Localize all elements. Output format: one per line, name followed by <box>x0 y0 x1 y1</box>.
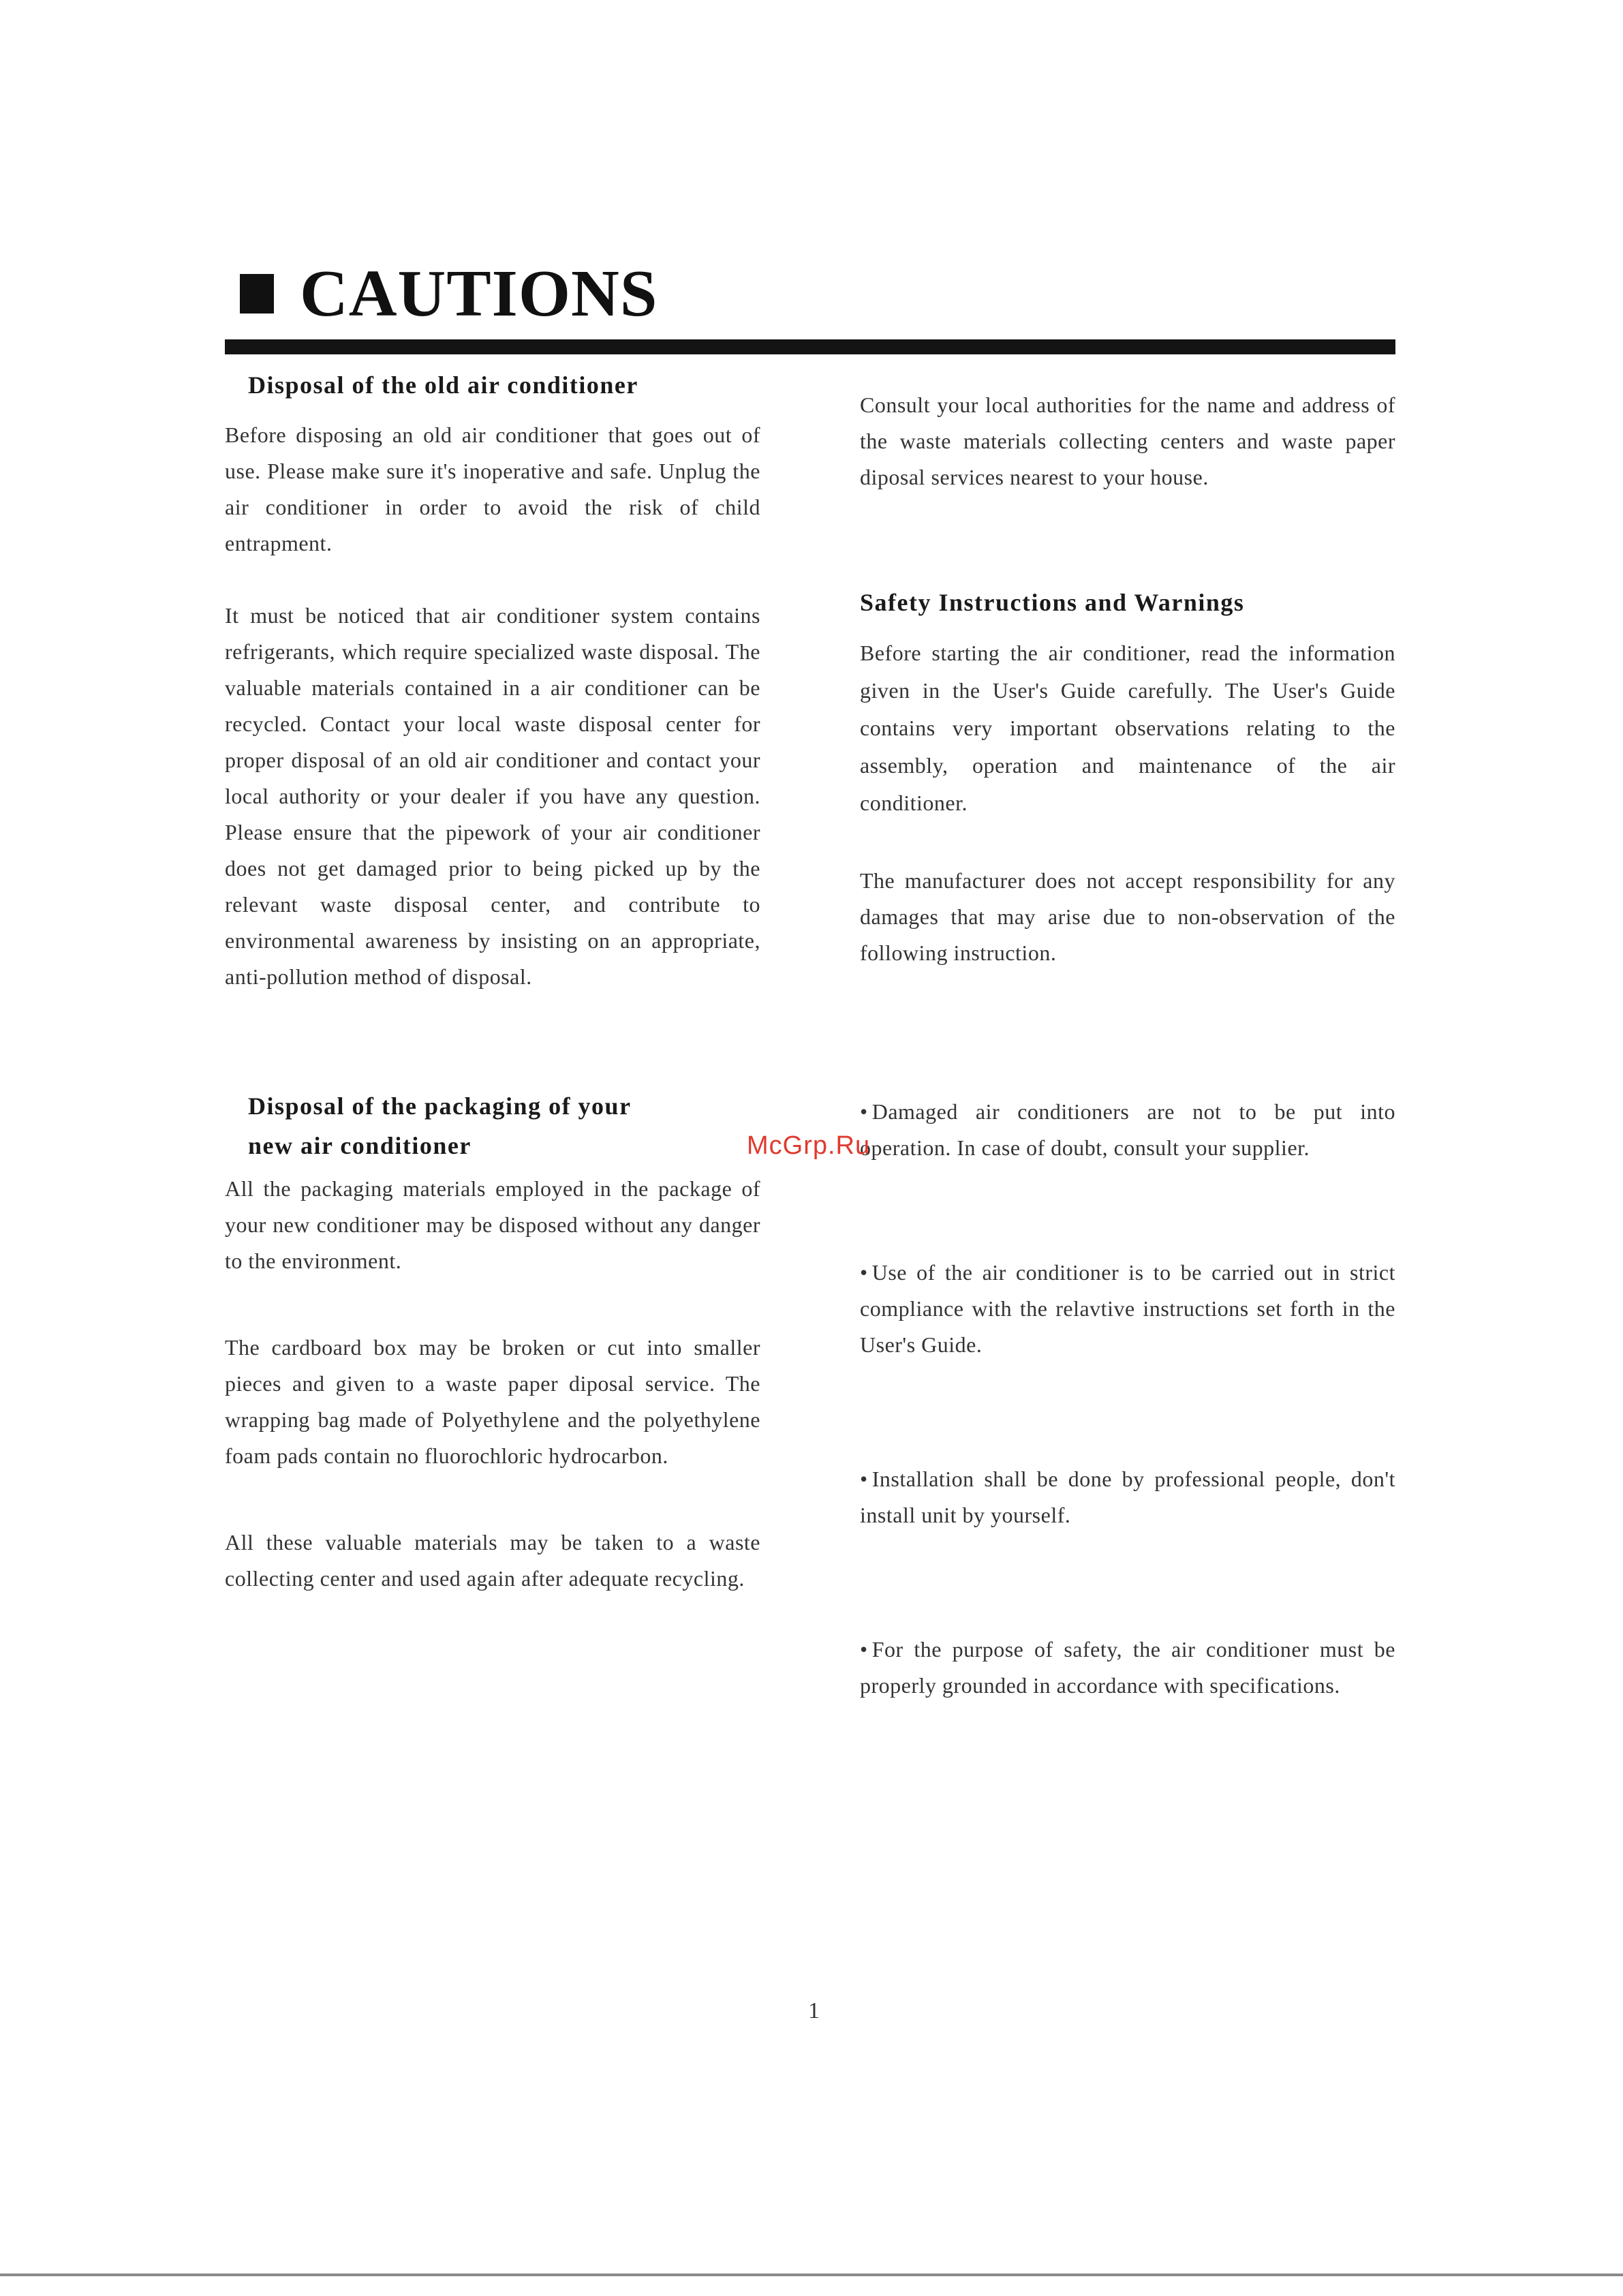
bullet-grounding: • For the purpose of safety, the air conditioner must be properly grounded in accordance with specifications. <box>860 1632 1395 1704</box>
watermark-text: McGrp.Ru <box>747 1131 871 1160</box>
paragraph-consult-authorities: Consult your local authorities for the name and address of the waste materials collecting centers and waste paper diposal services nearest to your house. <box>860 393 1395 489</box>
page-number: 1 <box>808 1998 820 2023</box>
page-title <box>240 257 658 331</box>
paragraph-packaging-materials: All the packaging materials employed in the package of your new conditioner may be disposed without any danger to the environment. <box>225 1176 760 1273</box>
bullet-strict-compliance: • Use of the air conditioner is to be carried out in strict compliance with the relavtive instructions set forth in the User's Guide. <box>860 1255 1395 1363</box>
heading-packaging-line1: Disposal of the packaging of your <box>248 1092 632 1120</box>
heading-packaging-line2: new air conditioner <box>248 1132 472 1159</box>
bullet-professional-installation: • Installation shall be done by professional people, don't install unit by yourself. <box>860 1461 1395 1533</box>
heading-packaging-disposal <box>248 1086 760 1165</box>
left-column <box>225 365 760 1597</box>
paragraph-before-disposing: Before disposing an old air conditioner that goes out of use. Please make sure it's inoperative and safe. Unplug the air conditioner in order to avoid the risk of child entrapment. <box>225 423 760 555</box>
page-title-text: CAUTIONS <box>300 257 658 331</box>
heading-old-ac-disposal: Disposal of the old air conditioner <box>248 371 638 399</box>
paragraph-manufacturer-responsibility: The manufacturer does not accept responsibility for any damages that may arise due to non-observation of the following instruction. <box>860 868 1395 965</box>
bottom-rule <box>0 2274 1623 2276</box>
right-column <box>860 387 1395 1704</box>
paragraph-cardboard-box: The cardboard box may be broken or cut into smaller pieces and given to a waste paper diposal service. The wrapping bag made of Polyethylene and the polyethylene foam pads contain no fluorochloric hydrocarbon. <box>225 1335 760 1468</box>
bullet-damaged-units: • Damaged air conditioners are not to be put into operation. In case of doubt, consult your supplier. <box>860 1094 1395 1166</box>
paragraph-before-starting: Before starting the air conditioner, read the information given in the User's Guide carefully. The User's Guide contains very important observations relating to the assembly, operation and maintenance of the air conditioner. <box>860 641 1395 815</box>
title-rule <box>225 339 1395 354</box>
heading-safety-instructions: Safety Instructions and Warnings <box>860 589 1245 616</box>
paragraph-refrigerants: It must be noticed that air conditioner system contains refrigerants, which require specialized waste disposal. The valuable materials contained in a air conditioner can be recycled. Contact your local waste disposal center for proper disposal of an old air conditioner and contact your local authority or your dealer if you have any question. Please ensure that the pipework of your air conditioner does not get damaged prior to being picked up by the relevant waste disposal center, and contribute to environmental awareness by insisting on an appropriate, anti-pollution method of disposal. <box>225 603 760 989</box>
square-bullet-icon <box>240 274 274 313</box>
paragraph-valuable-materials: All these valuable materials may be taken to a waste collecting center and used again after adequate recycling. <box>225 1530 760 1591</box>
